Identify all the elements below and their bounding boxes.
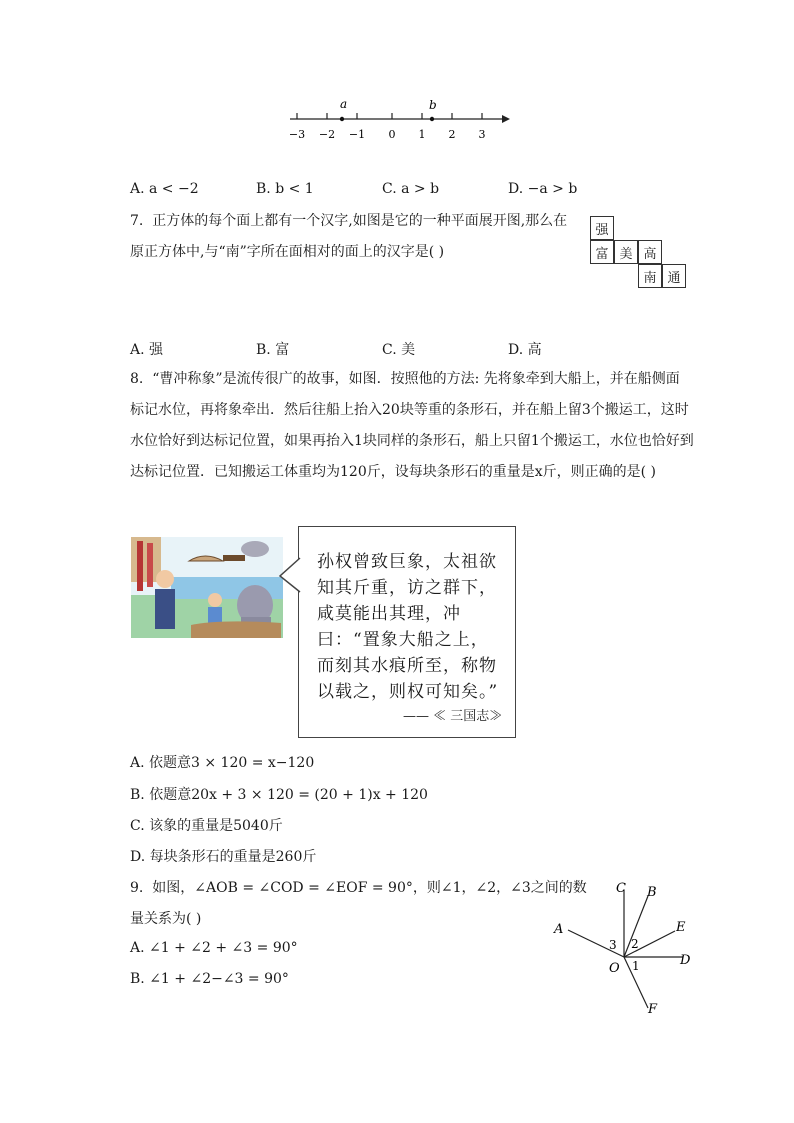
label-A: A [554,922,564,937]
q6-option-a: A. a < −2 [130,181,199,197]
q8-text-1: “曹冲称象”是流传很广的故事，如图．按照他的方法: 先将象牵到大船上，并在船侧面 [152,371,680,387]
net-cell: 通 [662,264,686,288]
q9-option-a: A. ∠1 + ∠2 + ∠3 = 90° [130,940,298,956]
q7-option-c: C. 美 [382,342,416,358]
tick-label: 0 [388,128,396,141]
q9-option-b: B. ∠1 + ∠2−∠3 = 90° [130,971,289,987]
q8-option-d: D. 每块条形石的重量是260斤 [130,849,317,865]
quote-source: —— ≪ 三国志≫ [403,709,503,724]
cube-net [590,216,690,292]
net-cell: 美 [614,240,638,264]
quote-line: 知其斤重，访之群下， [317,578,497,598]
q9-line2: 量关系为( ) [130,911,202,927]
tick-label: 2 [448,128,456,141]
label-D: D [680,953,691,968]
q9-text-1: 如图，∠AOB = ∠COD = ∠EOF = 90°，则∠1，∠2，∠3之间的数 [152,880,587,896]
quote-line: 孙权曾致巨象，太祖欲 [317,552,497,572]
net-cell: 高 [638,240,662,264]
angle-3: 3 [609,938,617,952]
q8-line4: 达标记位置．已知搬运工体重均为120斤，设每块条形石的重量是x斤，则正确的是( ) [130,464,656,480]
q8-line1 [130,369,680,389]
q8-option-a: A. 依题意3 × 120 = x−120 [130,755,315,771]
tick-label: −2 [318,128,336,141]
q7-number: 7. [130,213,144,229]
angle-2: 2 [631,937,639,951]
label-E: E [676,920,686,935]
net-cell: 南 [638,264,662,288]
q7-text-1: 正方体的每个面上都有一个汉字,如图是它的一种平面展开图,那么在 [152,213,568,229]
net-cell: 富 [590,240,614,264]
label-O: O [609,961,620,976]
angle-figure [548,876,698,1021]
cao-chong-illustration [131,537,283,638]
q8-line2: 标记水位，再将象牵出．然后往船上抬入20块等重的条形石，并在船上留3个搬运工，这时 [130,402,689,418]
label-b: b [429,98,437,112]
q7-line2: 原正方体中,与“南”字所在面相对的面上的汉字是( ) [130,244,445,260]
tick-label: 3 [478,128,486,141]
q6-option-b: B. b < 1 [256,181,314,197]
label-B: B [647,885,657,900]
q7-option-b: B. 富 [256,342,290,358]
q9-line1 [130,878,587,898]
tick-label: 1 [418,128,426,141]
q8-line3: 水位恰好到达标记位置，如果再抬入1块同样的条形石，船上只留1个搬运工，水位也恰好到 [130,433,694,449]
number-line-figure [280,92,520,150]
quote-line: 而刻其水痕所至，称物 [317,656,497,676]
label-F: F [648,1002,658,1017]
angle-1: 1 [632,959,640,973]
point-a [340,117,344,121]
quote-line: 以载之，则权可知矣。” [317,682,499,702]
label-a: a [340,97,348,111]
q9-number: 9. [130,880,144,896]
tick-label: −1 [348,128,366,141]
point-b [430,117,434,121]
q6-option-d: D. −a > b [508,181,578,197]
tick-label: −3 [288,128,306,141]
net-cell: 强 [590,216,614,240]
q8-option-c: C. 该象的重量是5040斤 [130,818,283,834]
quote-line: 咸莫能出其理，冲 [317,604,461,624]
q7-line1 [130,211,567,231]
bubble-tail [278,556,302,596]
q8-option-b: B. 依题意20x + 3 × 120 = (20 + 1)x + 120 [130,787,428,803]
q6-option-c: C. a > b [382,181,440,197]
quote-line: 曰：“置象大船之上， [317,630,489,650]
label-C: C [616,881,626,896]
q8-number: 8. [130,371,144,387]
q7-option-a: A. 强 [130,342,164,358]
quote-bubble [298,526,516,738]
q7-option-d: D. 高 [508,342,542,358]
